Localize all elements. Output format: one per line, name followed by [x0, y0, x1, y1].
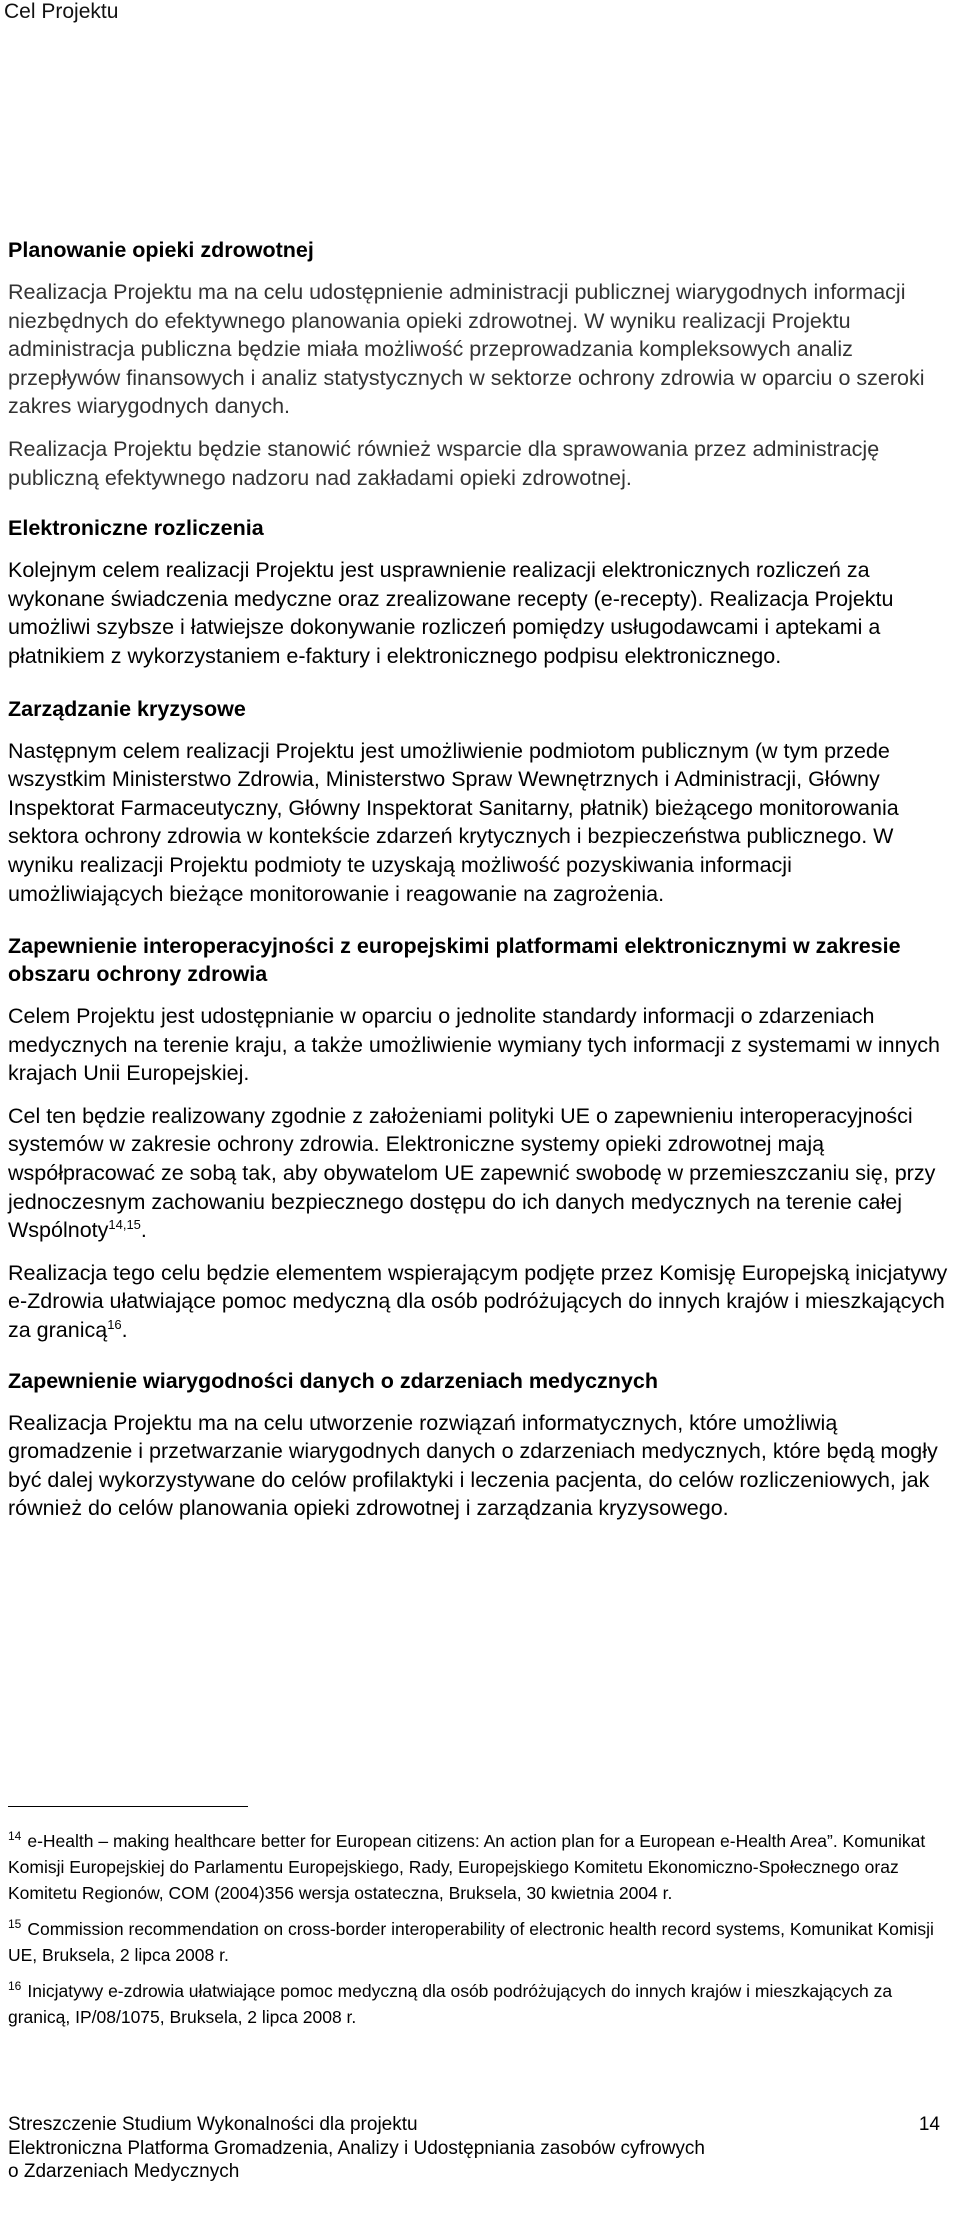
- paragraph-end: .: [140, 1218, 147, 1243]
- section-heading: Planowanie opieki zdrowotnej: [8, 238, 314, 262]
- footnote-reference: 16: [107, 1316, 122, 1332]
- paragraph: Kolejnym celem realizacji Projektu jest usprawnienie realizacji elektronicznych rozliczeń za wykonane świadczenia medyczne oraz zrealizowane recepty (e-recepty). Realizacja Projektu umożliwi szybsze i łatwiejsze dokonywanie rozliczeń pomiędzy usługodawcami i aptekami a płatnikiem z wykorzystaniem e-faktury i elektronicznego podpisu elektronicznego.: [8, 558, 894, 668]
- paragraph-text: Cel ten będzie realizowany zgodnie z założeniami polityki UE o zapewnieniu interoperacyjności systemów w zakresie ochrony zdrowia. Elektroniczne systemy opieki zdrowotnej mają współpracować ze sobą tak, aby obywatelom UE zapewnić swobodę w przemieszczaniu się, przy jednoczesnym zachowaniu bezpiecznego dostępu do ich danych medycznych na terenie całej Wspólnoty: [8, 1103, 936, 1243]
- footnote-text: e-Health – making healthcare better for European citizens: An action plan for a European e-Health Area”. Komunikat Komisji Europejskiej do Parlamentu Europejskiego, Rady, Europejskiego Komitetu Ekonomiczno-Społecznego oraz Komitetu Regionów, COM (2004)356 wersja ostateczna, Bruksela, 30 kwietnia 2004 r.: [8, 1831, 926, 1903]
- section-heading: Zapewnienie interoperacyjności z europejskimi platformami elektronicznymi w zakresie obszaru ochrony zdrowia: [8, 934, 901, 987]
- section-heading: Zarządzanie kryzysowe: [8, 696, 246, 721]
- footer-line: Elektroniczna Platforma Gromadzenia, Analizy i Udostępniania zasobów cyfrowych: [8, 2137, 705, 2159]
- footnote: [8, 1828, 946, 1906]
- footnote-reference: 14,15: [108, 1217, 141, 1233]
- section-planowanie: [8, 236, 948, 492]
- main-content: [8, 236, 948, 1523]
- section-heading: Zapewnienie wiarygodności danych o zdarzeniach medycznych: [8, 1368, 658, 1393]
- paragraph: Celem Projektu jest udostępnianie w oparciu o jednolite standardy informacji o zdarzeniach medycznych na terenie kraju, a także umożliwienie wymiany tych informacji z systemami w innych krajach Unii Europejskiej.: [8, 1004, 941, 1086]
- footnote-separator: [8, 1806, 248, 1807]
- section-wiarygodnosc: [8, 1367, 948, 1523]
- footnote-text: Commission recommendation on cross-border interoperability of electronic health record systems, Komunikat Komisji UE, Bruksela, 2 lipca 2008 r.: [8, 1919, 934, 1965]
- paragraph-text: Realizacja tego celu będzie elementem wspierającym podjęte przez Komisję Europejską inicjatywy e-Zdrowia ułatwiające pomoc medyczną dla osób podróżujących do innych krajów i mieszkających za granicą: [8, 1260, 948, 1343]
- page-number: 14: [918, 2114, 940, 2135]
- section-interoperacyjnosc: [8, 932, 948, 1345]
- running-header: Cel Projektu: [4, 0, 119, 23]
- footnote-text: Inicjatywy e-zdrowia ułatwiające pomoc medyczną dla osób podróżujących do innych krajów i mieszkających za granicą, IP/08/1075, Bruksela, 2 lipca 2008 r.: [8, 1981, 893, 2027]
- footnote: [8, 1978, 946, 2030]
- footnote: [8, 1916, 946, 1968]
- footnote-mark: 15: [8, 1917, 22, 1932]
- paragraph-end: .: [121, 1318, 128, 1343]
- section-rozliczenia: [8, 514, 948, 670]
- paragraph: [8, 1102, 948, 1245]
- footer-line: Streszczenie Studium Wykonalności dla projektu: [8, 2114, 418, 2135]
- section-heading: Elektroniczne rozliczenia: [8, 516, 264, 541]
- paragraph: Realizacja Projektu będzie stanowić również wsparcie dla sprawowania przez administrację publiczną efektywnego nadzoru nad zakładami opieki zdrowotnej.: [8, 436, 880, 490]
- footnote-mark: 16: [8, 1979, 22, 1994]
- page-footer: [8, 2113, 948, 2184]
- section-kryzysowe: [8, 695, 948, 909]
- footnote-mark: 14: [8, 1829, 22, 1844]
- footer-line: o Zdarzeniach Medycznych: [8, 2161, 240, 2182]
- paragraph: [8, 1259, 948, 1345]
- paragraph: Realizacja Projektu ma na celu udostępnienie administracji publicznej wiarygodnych informacji niezbędnych do efektywnego planowania opieki zdrowotnej. W wyniku realizacji Projektu administracja publiczna będzie miała możliwość przeprowadzania kompleksowych analiz przepływów finansowych i analiz statystycznych w sektorze ochrony zdrowia w oparciu o szeroki zakres wiarygodnych danych.: [8, 280, 925, 419]
- footnotes: [8, 1828, 946, 2030]
- paragraph: Następnym celem realizacji Projektu jest umożliwienie podmiotom publicznym (w tym przede wszystkim Ministerstwo Zdrowia, Ministerstwo Spraw Wewnętrznych i Administracji, Główny Inspektorat Farmaceutyczny, Główny Inspektorat Sanitarny, płatnik) bieżącego monitorowania sektora ochrony zdrowia w kontekście zdarzeń krytycznych i bezpieczeństwa publicznego. W wyniku realizacji Projektu podmioty te uzyskają możliwość pozyskiwania informacji umożliwiających bieżące monitorowanie i reagowanie na zagrożenia.: [8, 738, 899, 906]
- paragraph: Realizacja Projektu ma na celu utworzenie rozwiązań informatycznych, które umożliwią gromadzenie i przetwarzanie wiarygodnych danych o zdarzeniach medycznych, które będą mogły być dalej wykorzystywane do celów profilaktyki i leczenia pacjenta, do celów rozliczeniowych, jak również do celów planowania opieki zdrowotnej i zarządzania kryzysowego.: [8, 1410, 938, 1521]
